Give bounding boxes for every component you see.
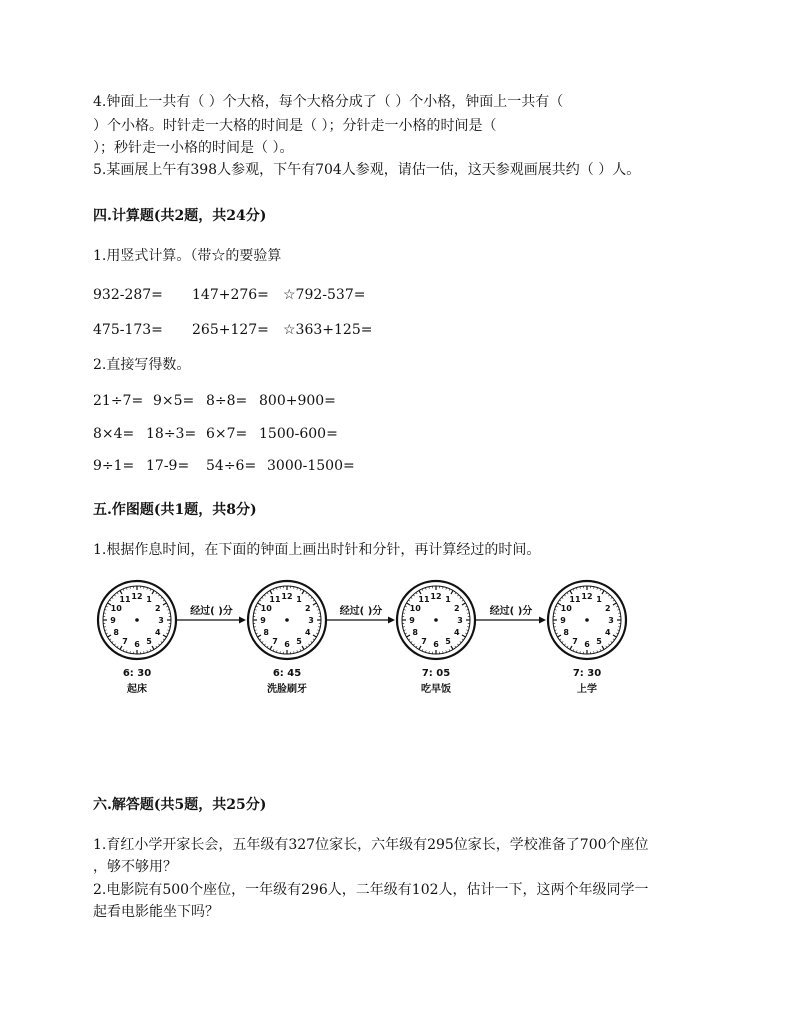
clock-tick [166, 633, 168, 634]
clock-number: 6 [134, 640, 140, 649]
clock-tick [573, 649, 574, 651]
clock-tick [613, 639, 615, 640]
clock-tick [462, 635, 465, 637]
clock-tick [556, 633, 558, 634]
clock-tick [408, 600, 410, 601]
elapsed-time-label: 经过( )分 [489, 606, 533, 617]
clock-number: 1 [296, 595, 302, 605]
clock-tick [419, 591, 421, 594]
clock-number: 6 [284, 640, 290, 649]
clock-tick [123, 589, 124, 591]
clock-time-label: 7: 30 [572, 668, 602, 679]
clock-tick [556, 606, 558, 607]
clock-number: 1 [146, 595, 152, 605]
clock-tick [465, 606, 467, 607]
calc-item: 932-287= [93, 287, 163, 303]
clock-tick [316, 633, 318, 634]
clock-tick [455, 592, 456, 594]
clock-tick [608, 595, 609, 596]
clock-tick [570, 591, 572, 594]
calc-item: 3000-1500= [267, 458, 355, 474]
clock-number: 9 [260, 616, 266, 625]
clock-number: 7 [122, 636, 128, 646]
clock-tick [416, 646, 417, 648]
clock-tick [570, 646, 572, 649]
clock-number: 3 [608, 616, 614, 625]
clock-tick [161, 597, 162, 598]
clock-tick [156, 646, 157, 648]
section-5-question-1: 1.根据作息时间，在下面的钟面上画出时针和分针，再计算经过的时间。 [93, 542, 541, 558]
clock-tick [600, 649, 601, 651]
clock-number: 1 [596, 595, 602, 605]
clock-tick [562, 641, 563, 642]
clock-tick [422, 649, 423, 651]
clock-tick [158, 595, 159, 596]
clock-center-dot [135, 618, 139, 622]
clock-tick [152, 591, 154, 594]
clock-tick [109, 639, 111, 640]
clock-tick [123, 649, 124, 651]
clock-number: 2 [453, 604, 460, 613]
calc-item: 21÷7= [93, 393, 144, 409]
clock-number: 8 [263, 628, 270, 637]
section-6-question-2-line-1: 2.电影院有500个座位，一年级有296人，二年级有102人，估计一下，这两个年级同学一 [93, 882, 649, 898]
clock-tick [564, 644, 565, 645]
clock-number: 7 [272, 636, 278, 646]
clock-tick [616, 633, 618, 634]
clock-tick [163, 635, 166, 637]
elapsed-time-label: 经过( )分 [190, 606, 233, 617]
clock-tick [462, 639, 464, 640]
clock-tick [460, 641, 461, 642]
calc-item: 54÷6= [206, 458, 257, 474]
clock-tick [608, 644, 609, 645]
clock-tick [611, 641, 612, 642]
clock-tick [558, 635, 561, 637]
clock-tick [259, 639, 261, 640]
clock-number: 2 [304, 604, 311, 613]
clock-number: 12 [281, 592, 293, 601]
question-4-line-1: 4.钟面上一共有（ ）个大格，每个大格分成了（ ）个小格，钟面上一共有（ [93, 94, 564, 110]
clock-number: 11 [569, 595, 581, 605]
clock-tick [313, 639, 315, 640]
clock-tick [114, 644, 115, 645]
clock-activity-label: 吃早饭 [421, 684, 451, 695]
clock-tick [613, 600, 615, 601]
clock-tick [606, 646, 607, 648]
calc-item: 17-9= [146, 458, 190, 474]
clock-tick [564, 595, 565, 596]
clock-number: 11 [269, 595, 281, 605]
clock-number: 4 [604, 628, 611, 637]
clock-tick [416, 592, 417, 594]
clock-tick [419, 646, 421, 649]
clock-tick [302, 591, 304, 594]
clock-tick [112, 641, 113, 642]
clock-number: 10 [409, 604, 421, 613]
clock-activity-label: 上学 [577, 684, 597, 695]
clock-number: 5 [445, 636, 451, 646]
clock-number: 5 [596, 636, 602, 646]
clock-number: 12 [131, 592, 143, 601]
clock-tick [267, 646, 268, 648]
clock-tick [600, 589, 601, 591]
clock-tick [308, 644, 309, 645]
calc-item: 18÷3= [146, 426, 197, 442]
clock-tick [413, 644, 414, 645]
clock-center-dot [434, 618, 438, 622]
calc-item: 147+276= [192, 287, 269, 303]
clock-tick [606, 592, 607, 594]
clock-number: 11 [119, 595, 131, 605]
clock-tick [300, 649, 301, 651]
clock-tick [613, 603, 616, 605]
clock-tick [460, 597, 461, 598]
clock-center-dot [585, 618, 589, 622]
clock-tick [256, 633, 258, 634]
clock-tick [559, 600, 561, 601]
clock-tick [311, 641, 312, 642]
clock-tick [407, 635, 410, 637]
clock-tick [411, 597, 412, 598]
arrow-head [388, 617, 395, 624]
section-5-heading: 五.作图题(共1题，共8分) [93, 502, 257, 518]
clock-tick [259, 600, 261, 601]
clock-tick [616, 606, 618, 607]
arrow-head [239, 617, 246, 624]
clock-number: 5 [146, 636, 152, 646]
clock-number: 2 [154, 604, 161, 613]
clock-tick [106, 606, 108, 607]
section-6-question-2-line-2: 起看电影能坐下吗？ [93, 904, 219, 920]
calc-item: 8×4= [93, 426, 135, 442]
clock-tick [602, 646, 604, 649]
clock-tick [270, 646, 272, 649]
clock-tick [457, 644, 458, 645]
clock-tick [273, 589, 274, 591]
section-4-question-1-title: 1.用竖式计算。（带☆的要验算 [93, 248, 282, 264]
calc-item: 475-173= [93, 322, 163, 338]
clock-schedule-diagram [95, 578, 640, 703]
clock-activity-label: 起床 [127, 684, 147, 695]
clock-tick [158, 644, 159, 645]
clock-tick [311, 597, 312, 598]
clock-tick [462, 600, 464, 601]
clock-tick [106, 633, 108, 634]
clock-tick [411, 641, 412, 642]
clock-tick [422, 589, 423, 591]
clock-tick [562, 597, 563, 598]
clock-number: 3 [158, 616, 164, 625]
clock-tick [156, 592, 157, 594]
clock-tick [308, 595, 309, 596]
clock-tick [313, 603, 316, 605]
clock-tick [163, 600, 165, 601]
section-4-question-2-title: 2.直接写得数。 [93, 357, 191, 373]
elapsed-time-label: 经过( )分 [339, 606, 383, 617]
clock-tick [120, 646, 122, 649]
calc-item: ☆792-537= [283, 287, 366, 303]
question-4-line-2: ）个小格。时针走一大格的时间是（ ）；分针走一小格的时间是（ [93, 118, 497, 134]
clock-tick [613, 635, 616, 637]
clock-tick [264, 644, 265, 645]
question-5: 5.某画展上午有398人参观，下午有704人参观，请估一估，这天参观画展共约（ ）人。 [93, 162, 641, 178]
clock-tick [306, 646, 307, 648]
clock-number: 9 [560, 616, 566, 625]
clock-number: 4 [453, 628, 460, 637]
clock-tick [163, 639, 165, 640]
clock-number: 7 [421, 636, 427, 646]
clock-tick [457, 595, 458, 596]
clock-tick [413, 595, 414, 596]
clock-activity-label: 洗脸刷牙 [267, 684, 307, 695]
clock-tick [451, 591, 453, 594]
clock-time-label: 6: 30 [122, 668, 152, 679]
clock-tick [273, 649, 274, 651]
clock-tick [559, 639, 561, 640]
clock-tick [405, 633, 407, 634]
clock-number: 9 [110, 616, 116, 625]
clock-tick [112, 597, 113, 598]
clock-number: 12 [430, 592, 442, 601]
clock-tick [465, 633, 467, 634]
clock-tick [270, 591, 272, 594]
clock-tick [161, 641, 162, 642]
clock-number: 8 [113, 628, 120, 637]
clock-tick [166, 606, 168, 607]
clock-tick [408, 639, 410, 640]
clock-tick [114, 595, 115, 596]
clock-tick [258, 635, 261, 637]
calc-item: 265+127= [192, 322, 269, 338]
clock-tick [163, 603, 166, 605]
clock-number: 3 [308, 616, 314, 625]
clock-number: 12 [581, 592, 593, 601]
clock-tick [117, 592, 118, 594]
clock-tick [313, 635, 316, 637]
clock-number: 6 [433, 640, 439, 649]
clock-tick [611, 597, 612, 598]
section-6-question-1-line-1: 1.育红小学开家长会，五年级有327位家长，六年级有295位家长，学校准备了700个座位 [93, 837, 649, 853]
clock-tick [455, 646, 456, 648]
clock-tick [306, 592, 307, 594]
section-6-heading: 六.解答题(共5题，共25分) [93, 797, 267, 813]
clock-number: 1 [445, 595, 451, 605]
clock-number: 8 [563, 628, 570, 637]
calc-item: 8÷8= [206, 393, 248, 409]
calc-item: 800+900= [259, 393, 336, 409]
clock-number: 4 [154, 628, 161, 637]
clock-tick [117, 646, 118, 648]
clock-tick [150, 589, 151, 591]
clock-tick [449, 649, 450, 651]
clock-tick [152, 646, 154, 649]
clock-tick [109, 600, 111, 601]
clock-tick [256, 606, 258, 607]
clock-number: 2 [604, 604, 611, 613]
clock-tick [262, 597, 263, 598]
clock-tick [451, 646, 453, 649]
clock-number: 7 [572, 636, 578, 646]
calc-item: 9×5= [153, 393, 195, 409]
clock-number: 9 [409, 616, 415, 625]
clock-tick [573, 589, 574, 591]
calc-item: 1500-600= [259, 426, 338, 442]
clock-tick [602, 591, 604, 594]
clock-time-label: 7: 05 [421, 668, 451, 679]
calc-item: ☆363+125= [283, 322, 373, 338]
clock-time-label: 6: 45 [272, 668, 302, 679]
clock-center-dot [285, 618, 289, 622]
clock-tick [300, 589, 301, 591]
clock-tick [567, 646, 568, 648]
clock-tick [449, 589, 450, 591]
clock-tick [108, 635, 111, 637]
clock-tick [262, 641, 263, 642]
clock-tick [405, 606, 407, 607]
section-4-heading: 四.计算题(共2题，共24分) [93, 208, 267, 224]
clock-tick [567, 592, 568, 594]
clock-number: 10 [110, 604, 122, 613]
clock-number: 8 [412, 628, 419, 637]
clock-tick [316, 606, 318, 607]
clock-number: 5 [296, 636, 302, 646]
clock-tick [267, 592, 268, 594]
clock-number: 4 [304, 628, 311, 637]
clock-number: 10 [560, 604, 572, 613]
clock-tick [264, 595, 265, 596]
clock-tick [302, 646, 304, 649]
clock-tick [462, 603, 465, 605]
clock-tick [120, 591, 122, 594]
clock-tick [150, 649, 151, 651]
arrow-head [539, 617, 546, 624]
question-4-line-3: ）；秒针走一小格的时间是（ ）。 [93, 140, 294, 156]
clock-number: 11 [418, 595, 430, 605]
clock-tick [313, 600, 315, 601]
calc-item: 6×7= [206, 426, 248, 442]
calc-item: 9÷1= [93, 458, 135, 474]
clock-number: 6 [584, 640, 590, 649]
section-6-question-1-line-2: ，够不够用？ [93, 859, 177, 875]
clock-number: 3 [457, 616, 463, 625]
clock-number: 10 [260, 604, 272, 613]
